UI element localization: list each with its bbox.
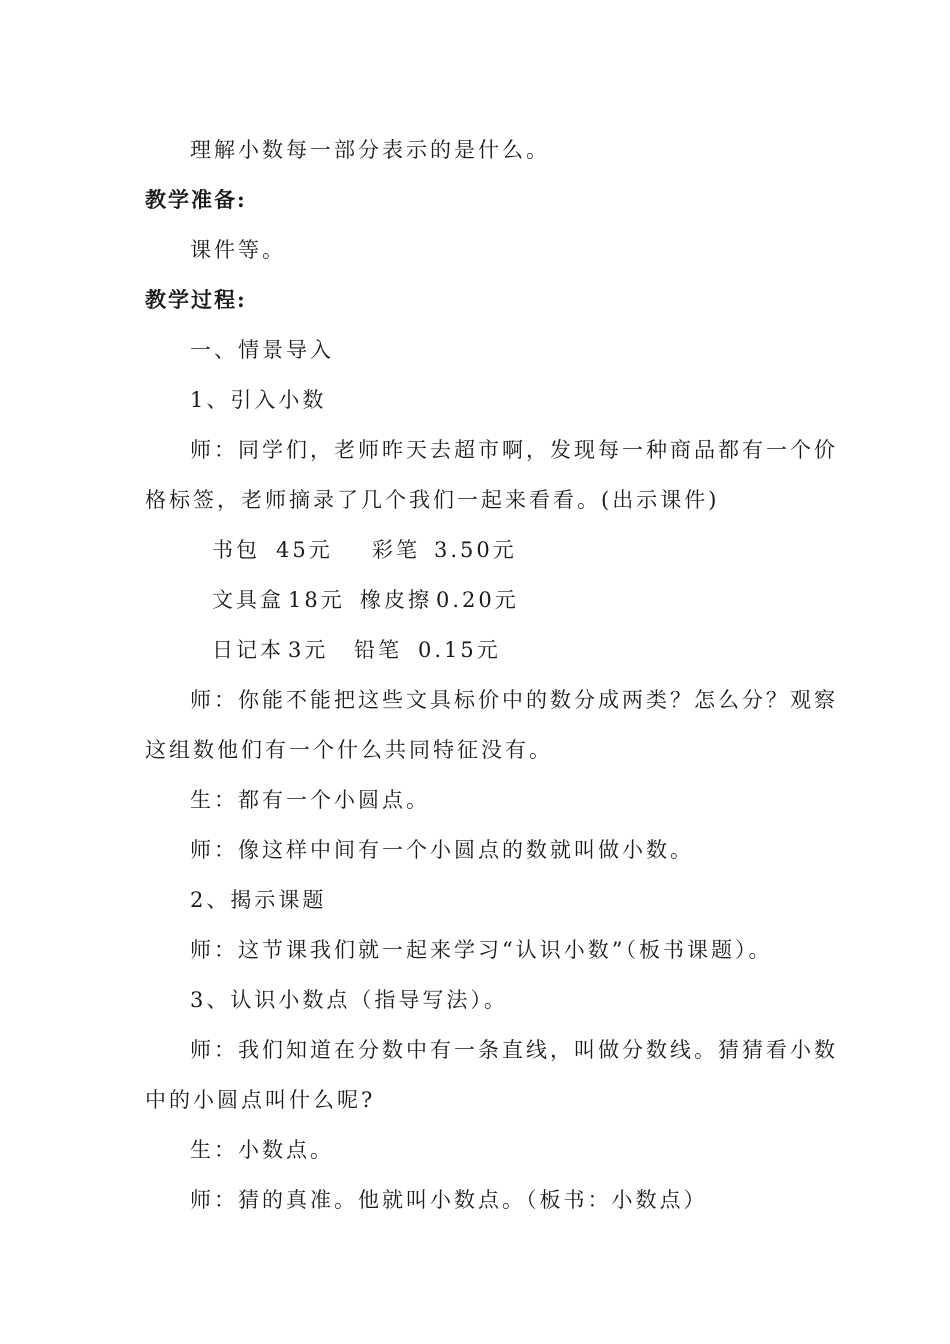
price-value: 18元	[288, 588, 345, 612]
price-item-name: 文具盒	[212, 588, 284, 612]
objective-line: 理解小数每一部分表示的是什么。	[190, 138, 550, 162]
process-heading: 教学过程:	[145, 287, 247, 312]
price-row	[212, 535, 517, 565]
price-item-name: 日记本	[212, 638, 284, 662]
price-item-name: 书包	[212, 538, 260, 562]
price-item-name: 橡皮擦	[360, 588, 432, 612]
teacher-question-line2: 这组数他们有一个什么共同特征没有。	[145, 738, 553, 762]
step2-title: 2、揭示课题	[190, 888, 327, 912]
student-answer-2: 生：小数点。	[190, 1138, 334, 1162]
teacher-definition: 师：像这样中间有一个小圆点的数就叫做小数。	[190, 838, 694, 862]
prep-heading: 教学准备:	[145, 187, 247, 212]
teacher-intro-line2: 格标签，老师摘录了几个我们一起来看看。(出示课件)	[145, 488, 720, 512]
teacher-fraction-line1: 师：我们知道在分数中有一条直线，叫做分数线。猜猜看小数	[190, 1038, 838, 1062]
price-row	[212, 635, 501, 665]
step3-title: 3、认识小数点（指导写法）。	[190, 988, 508, 1012]
teacher-topic: 师：这节课我们就一起来学习“认识小数”（板书课题）。	[190, 938, 773, 962]
teacher-confirm: 师：猜的真准。他就叫小数点。（板书：小数点）	[190, 1188, 708, 1212]
student-answer-1: 生：都有一个小圆点。	[190, 788, 430, 812]
price-value: 0.15元	[418, 638, 501, 662]
price-item-name: 彩笔	[372, 538, 420, 562]
step1-title: 1、引入小数	[190, 388, 327, 412]
price-value: 0.20元	[436, 588, 519, 612]
teacher-question-line1: 师：你能不能把这些文具标价中的数分成两类？怎么分？观察	[190, 688, 838, 712]
price-item-name: 铅笔	[354, 638, 402, 662]
price-value: 3.50元	[434, 538, 517, 562]
teacher-fraction-line2: 中的小圆点叫什么呢?	[145, 1088, 376, 1112]
section1-title: 一、情景导入	[190, 338, 334, 362]
price-value: 3元	[288, 638, 329, 662]
prep-text: 课件等。	[190, 238, 286, 262]
price-row	[212, 585, 519, 615]
teacher-intro-line1: 师：同学们，老师昨天去超市啊，发现每一种商品都有一个价	[190, 438, 838, 462]
price-value: 45元	[276, 538, 333, 562]
